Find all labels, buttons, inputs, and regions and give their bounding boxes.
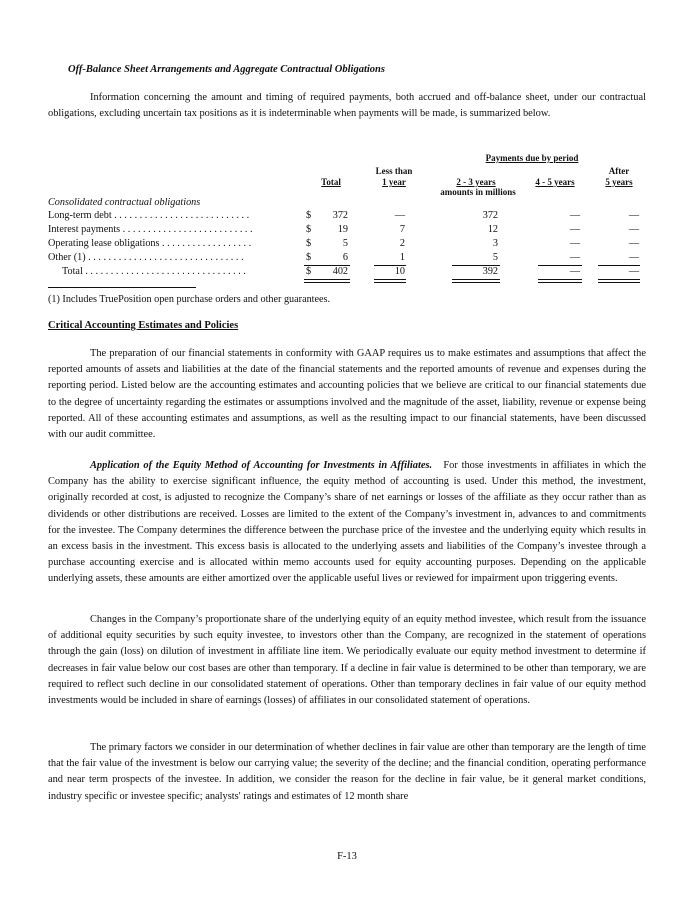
cell-total: 6 — [342, 252, 348, 263]
cell-total: 19 — [337, 224, 348, 235]
cell-after-5-years: — — [628, 210, 639, 221]
cell-4-5-years: — — [569, 238, 580, 249]
total-rule — [598, 279, 640, 280]
row-label: Interest payments . . . . . . . . . . . . . . . . . . . . . . . . . . — [48, 224, 253, 235]
table-row — [48, 210, 646, 224]
units-label: amounts in millions — [440, 187, 516, 197]
total-rule — [304, 279, 350, 280]
cell-after-5-years: — — [628, 266, 639, 277]
table-row — [48, 238, 646, 252]
total-label: Total . . . . . . . . . . . . . . . . . . . . . . . . . . . . . . . . — [62, 266, 246, 277]
total-rule — [598, 282, 640, 283]
cell-after-5-years: — — [628, 252, 639, 263]
col-4-5-years: 4 - 5 years — [535, 177, 575, 187]
cell-less-than-1-year: 1 — [399, 252, 405, 263]
sub-heading: Off-Balance Sheet Arrangements and Aggregate Contractual Obligations — [68, 64, 385, 75]
cell-after-5-years: — — [628, 224, 639, 235]
cell-after-5-years: — — [628, 238, 639, 249]
cell-total: 402 — [332, 266, 348, 277]
table-section-row — [48, 197, 646, 211]
dollar-sign: $ — [306, 266, 312, 277]
cell-2-3-years: 5 — [492, 252, 498, 263]
table-row — [48, 252, 646, 266]
col-total: Total — [321, 177, 341, 187]
paragraph-proportionate-share: Changes in the Company’s proportionate share of the underlying equity of an equity method investee, which result from the issuance of additional equity securities by such equity investee, to investors other than the Company, are recognized in the statement of operations through the gain (loss) on dilution of investment in affiliate line item. We periodically evaluate our equity method investment to determine if decreases in fair value below our cost bases are other than temporary. If a decline in fair value is determined to be other than temporary, we are required to reflect such decline in our consolidated statement of operations. Other than temporary declines in fair value of our equity method investments would be included in share of earnings (losses) of affiliates in our consolidated statement of operations. — [48, 614, 646, 707]
cell-4-5-years: — — [569, 266, 580, 277]
page-number: F-13 — [337, 851, 357, 862]
cell-total: 372 — [332, 210, 348, 221]
cell-4-5-years: — — [569, 224, 580, 235]
paragraph-equity-method — [48, 458, 646, 588]
total-rule — [452, 282, 500, 283]
total-rule — [538, 282, 582, 283]
col-less-than-line2: 1 year — [382, 177, 406, 187]
total-rule — [374, 279, 406, 280]
cell-4-5-years: — — [569, 252, 580, 263]
total-rule — [304, 282, 350, 283]
row-label: Other (1) . . . . . . . . . . . . . . . . . . . . . . . . . . . . . . . — [48, 252, 244, 263]
cell-less-than-1-year: 7 — [399, 224, 405, 235]
section-heading: Critical Accounting Estimates and Policies — [48, 320, 239, 331]
cell-less-than-1-year: 10 — [394, 266, 405, 277]
cell-total: 5 — [342, 238, 348, 249]
footnote-divider — [48, 287, 196, 288]
total-rule — [538, 279, 582, 280]
col-2-3-years: 2 - 3 years — [456, 177, 496, 187]
col-less-than-line1: Less than — [375, 166, 413, 176]
total-rule — [374, 282, 406, 283]
cell-2-3-years: 392 — [482, 266, 498, 277]
dollar-sign: $ — [306, 210, 312, 221]
total-rule — [452, 279, 500, 280]
paragraph-body: For those investments in affiliates in which the Company has the ability to exercise significant influence, the equity method of accounting is used. Under this method, the investment, originally recorded at cost, is adjusted to recognize the Company’s share of net earnings or losses of the affiliate as they occur rather than as dividends or other distributions are received. Losses are limited to the extent of the Company’s investment in, advances to and commitments for the investee. The Company determines the difference between the purchase price of the investee and the underlying equity which results in an excess basis in the investment. This excess basis is allocated to the underlying assets and liabilities of the Company’s investee through a purchase accounting exercise and is allocated within memo accounts used for equity accounting purposes. Depending on the applicable underlying assets, these amounts are either amortized over the applicable useful lives or reviewed for impairment upon triggering events. — [48, 460, 647, 585]
cell-2-3-years: 3 — [492, 238, 498, 249]
row-label: Long-term debt . . . . . . . . . . . . . . . . . . . . . . . . . . . — [48, 210, 250, 221]
dollar-sign: $ — [306, 238, 312, 249]
cell-less-than-1-year: 2 — [399, 238, 405, 249]
row-label: Operating lease obligations . . . . . . . . . . . . . . . . . . — [48, 238, 252, 249]
footnote: (1) Includes TruePosition open purchase orders and other guarantees. — [48, 294, 331, 305]
dollar-sign: $ — [306, 224, 312, 235]
intro-paragraph: Information concerning the amount and timing of required payments, both accrued and off-balance sheet, under our contractual obligations, excluding uncertain tax positions as it is indeterminable when payments will be made, is summarized below. — [48, 92, 646, 120]
section-label: Consolidated contractual obligations — [48, 197, 201, 208]
dollar-sign: $ — [306, 252, 312, 263]
payments-due-header: Payments due by period — [485, 153, 579, 163]
cell-2-3-years: 372 — [482, 210, 498, 221]
paragraph-gaap-estimates: The preparation of our financial statements in conformity with GAAP requires us to make estimates and assumptions that affect the reported amounts of assets and liabilities at the date of the financial statements and the reported amounts of revenue and expenses during the reporting period. Listed below are the accounting estimates and accounting policies that we believe are critical to our financial statements due to the degree of uncertainty regarding the estimates or assumptions involved and the magnitude of the asset, liability, revenue or expense being reported. All of these accounting estimates and assumptions, as well as the resulting impact to our financial statements, have been discussed with our audit committee. — [48, 348, 646, 441]
cell-less-than-1-year: — — [394, 210, 405, 221]
col-after-line1: After — [608, 166, 630, 176]
table-row — [48, 224, 646, 238]
cell-2-3-years: 12 — [487, 224, 498, 235]
run-in-heading: Application of the Equity Method of Accounting for Investments in Affiliates. — [90, 460, 433, 471]
col-after-line2: 5 years — [605, 177, 633, 187]
paragraph-primary-factors: The primary factors we consider in our determination of whether declines in fair value are other than temporary are the length of time that the fair value of the investment is below our carrying value; the severity of the decline; and the financial condition, operating performance and near term prospects of the investee. In addition, we consider the reason for the decline in fair value, be it general market conditions, industry specific or investee specific; analysts' ratings and estimates of 12 month share — [48, 742, 646, 802]
table-total-row — [48, 266, 646, 280]
cell-4-5-years: — — [569, 210, 580, 221]
